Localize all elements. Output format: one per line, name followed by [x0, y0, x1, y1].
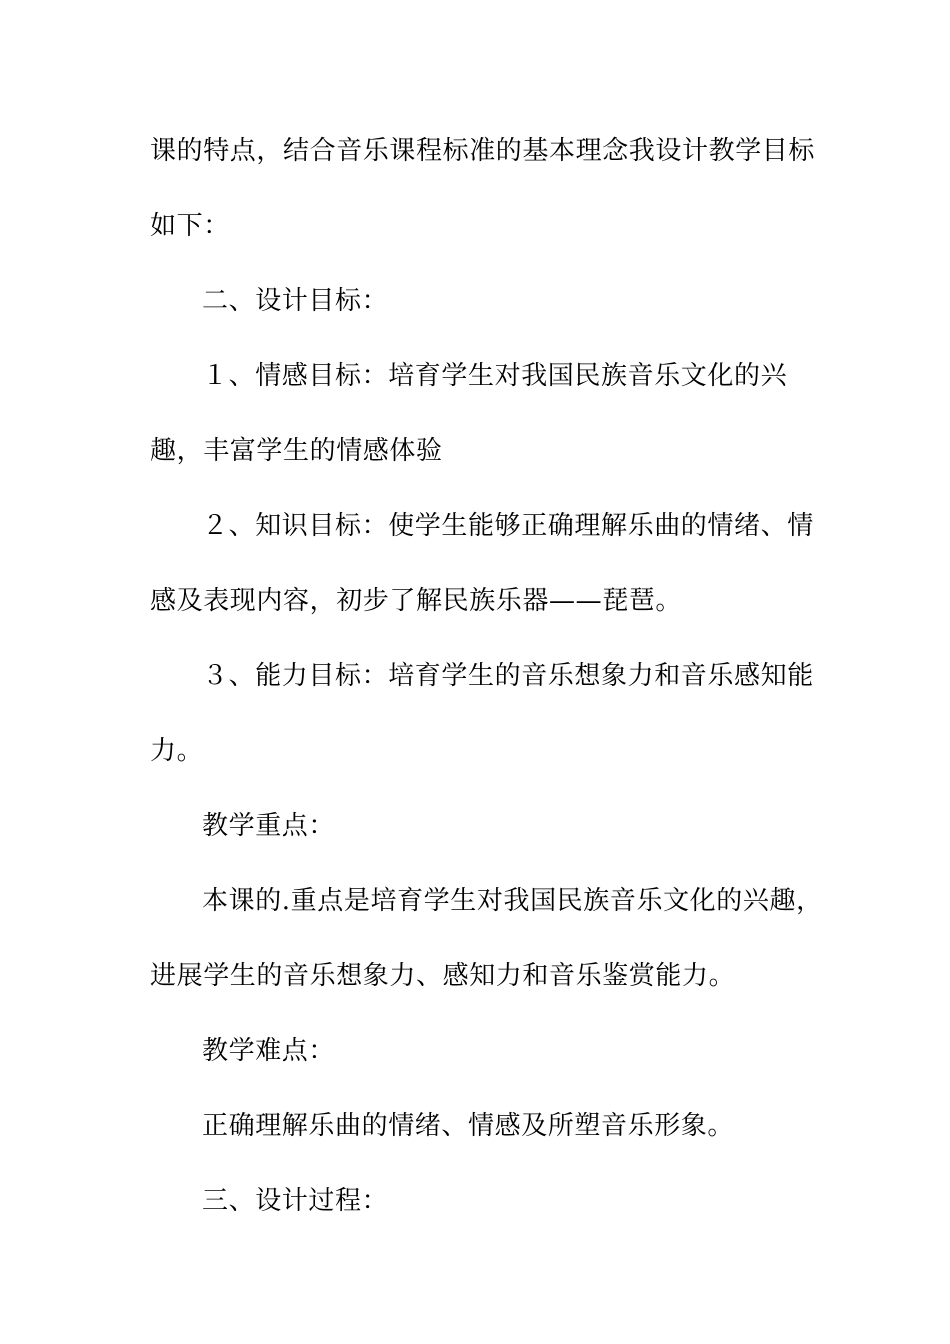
list-item-continuation: 力。 — [150, 736, 204, 766]
list-item: ２、知识目标：使学生能够正确理解乐曲的情绪、情 — [202, 511, 814, 541]
list-item-continuation: 感及表现内容，初步了解民族乐器——琵琶。 — [150, 586, 683, 616]
list-item: ３、能力目标：培育学生的音乐想象力和音乐感知能 — [202, 661, 814, 691]
paragraph-line: 课的特点，结合音乐课程标准的基本理念我设计教学目标 — [150, 136, 816, 166]
subheading: 教学重点： — [202, 811, 336, 841]
paragraph-line: 如下： — [150, 211, 230, 241]
section-heading: 二、设计目标： — [202, 286, 389, 316]
paragraph-line: 进展学生的音乐想象力、感知力和音乐鉴赏能力。 — [150, 961, 736, 991]
subheading: 教学难点： — [202, 1036, 336, 1066]
section-heading: 三、设计过程： — [202, 1186, 389, 1216]
paragraph-line: 正确理解乐曲的情绪、情感及所塑音乐形象。 — [202, 1111, 735, 1141]
list-item-continuation: 趣，丰富学生的情感体验 — [150, 436, 443, 466]
paragraph-line: 本课的.重点是培育学生对我国民族音乐文化的兴趣， — [202, 886, 823, 916]
list-item: １、情感目标：培育学生对我国民族音乐文化的兴 — [202, 361, 788, 391]
